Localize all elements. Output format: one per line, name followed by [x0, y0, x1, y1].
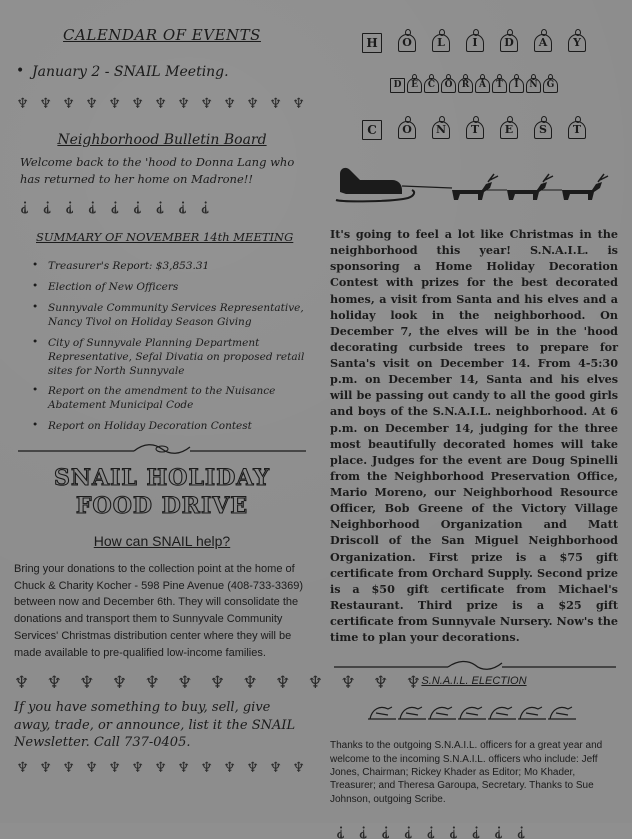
contest-heading-letter: T	[466, 121, 484, 139]
right-column	[330, 22, 618, 839]
bulletin-board-text: Welcome back to the 'hood to Donna Lang who has returned to her home on Madrone!!	[20, 155, 295, 186]
candle-ornament-row-2-icon: ⸘⸘⸘⸘⸘⸘⸘⸘⸘	[336, 820, 540, 839]
contest-heading-letter: A	[534, 34, 552, 52]
contest-heading-letter: A	[475, 78, 490, 93]
summary-item: • Sunnyvale Community Services Representative, Nancy Tivol on Holiday Season Giving	[32, 302, 310, 330]
swirl-divider-2-icon	[332, 659, 618, 673]
contest-heading-letter: D	[500, 34, 518, 52]
contest-text: It's going to feel a lot like Christmas in the neighborhood this year! S.N.A.I.L. is sponsoring a Home Holiday Decoration Contest with prizes for the best decorated homes, a visit from Santa and his elves and a holiday look in the neighborhood. On December 7, the elves will be in the 'hood decorating curbside trees to prepare for Santa's visit on December 14. From 4-5:30 p.m. on December 14, Santa and his elves will be passing out candy to all the good girls and boys of the S.N.A.I.L. neighborhood. At 6 p.m. on December 14, judging for the three most beautifully decorated homes will take place. Judges for the event are Doug Spinelli from the Neighborhood Preservation Office, Mario Moreno, our Neighborhood Resource Officer, Bob Greene of the Victory Village Neighborhood Organization and Matt Driscoll of the San Miguel Neighborhood Organization. First prize is a $75 gift certificate from Orchard Supply. Second prize is a $50 gift certificate from Michael's Restaurant. Third prize is a $25 gift certificate from Sunnyvale Nursery. Now's the time to plan your decorations.	[330, 227, 618, 645]
election-title: S.N.A.I.L. ELECTION	[421, 675, 527, 688]
swirl-divider-icon	[16, 441, 308, 457]
contest-heading-letter: Y	[568, 34, 586, 52]
bulletin-board-title: Neighborhood Bulletin Board	[57, 132, 267, 148]
contest-heading-contest	[330, 120, 618, 141]
summary-item: • Election of New Officers	[32, 281, 310, 295]
contest-heading-letter: N	[432, 121, 450, 139]
contest-heading-decorating	[330, 75, 618, 94]
buy-sell-text: If you have something to buy, sell, give away, trade, or announce, list it the SNAIL Newsletter. Call 737-0405.	[14, 700, 296, 751]
contest-heading-letter: C	[362, 120, 382, 140]
left-column	[14, 22, 427, 776]
contest-heading-letter: R	[458, 78, 473, 93]
contest-heading-letter: H	[362, 33, 382, 53]
food-drive-heading-2	[14, 493, 310, 519]
contest-heading-letter: O	[398, 121, 416, 139]
sleigh-reindeer-icon	[332, 162, 616, 208]
food-drive-line-1: SNAIL HOLIDAY	[54, 464, 270, 491]
contest-heading-letter: L	[432, 34, 450, 52]
contest-heading-letter: E	[500, 121, 518, 139]
contest-heading-letter: E	[407, 78, 422, 93]
summary-item: • Report on the amendment to the Nuisance Abatement Municipal Code	[32, 385, 310, 413]
summary-item: • Treasurer's Report: $3,853.31	[32, 260, 310, 274]
contest-heading-letter: G	[543, 78, 558, 93]
summary-item: • City of Sunnyvale Planning Department Representative, Sefal Divatia on proposed retail sites for North Sunnyvale	[32, 337, 310, 379]
summary-title: SUMMARY OF NOVEMBER 14th MEETING	[36, 230, 294, 245]
contest-heading-letter: T	[492, 78, 507, 93]
calendar-item: • January 2 - SNAIL Meeting.	[32, 64, 310, 80]
election-text: Thanks to the outgoing S.N.A.I.L. officers for a great year and welcome to the incoming S.N.A.I.L. officers who include: Jeff Jones, Chairman; Rickey Khader as Editor; Mo Khader, Treasurer; and Theresa Garoupa, Secretary. Thanks to Sue Johnson, outgoing Scribe.	[330, 740, 603, 805]
contest-heading-letter: D	[390, 78, 405, 93]
contest-heading-letter: O	[441, 78, 456, 93]
candle-ornament-row-icon: ⸘⸘⸘⸘⸘⸘⸘⸘⸘	[20, 195, 224, 215]
summary-item: • Report on Holiday Decoration Contest	[32, 420, 310, 434]
contest-heading-letter: S	[534, 121, 552, 139]
contest-heading-letter: N	[526, 78, 541, 93]
summary-list	[14, 260, 310, 434]
food-drive-line-2: FOOD DRIVE	[75, 492, 249, 519]
help-title: How can SNAIL help?	[93, 532, 231, 549]
holly-ornament-row-icon: ♆ ♆ ♆ ♆ ♆ ♆ ♆ ♆ ♆ ♆ ♆ ♆ ♆	[16, 96, 308, 112]
santa-hat-row-icon	[366, 701, 586, 723]
contest-heading-letter: I	[466, 34, 484, 52]
contest-heading-letter: O	[398, 34, 416, 52]
food-drive-heading	[14, 465, 310, 491]
help-text: Bring your donations to the collection point at the home of Chuck & Charity Kocher - 598 Pine Avenue (408-733-3369) between now and December 6th. They will consolidate the donations and transport them to Sunnyvale Community Services' Christmas distribution center where they will be made available to pre-qualified low-income families.	[14, 562, 304, 659]
contest-heading-letter: C	[424, 78, 439, 93]
holly-ornament-row-3-icon: ♆ ♆ ♆ ♆ ♆ ♆ ♆ ♆ ♆ ♆ ♆ ♆ ♆	[16, 759, 308, 776]
calendar-title: CALENDAR OF EVENTS	[63, 26, 261, 44]
holly-ornament-row-2-icon: ♆ ♆ ♆ ♆ ♆ ♆ ♆ ♆ ♆ ♆ ♆ ♆ ♆	[14, 673, 427, 694]
contest-heading-holiday	[330, 32, 618, 53]
contest-heading-letter: I	[509, 78, 524, 93]
contest-heading-letter: T	[568, 121, 586, 139]
